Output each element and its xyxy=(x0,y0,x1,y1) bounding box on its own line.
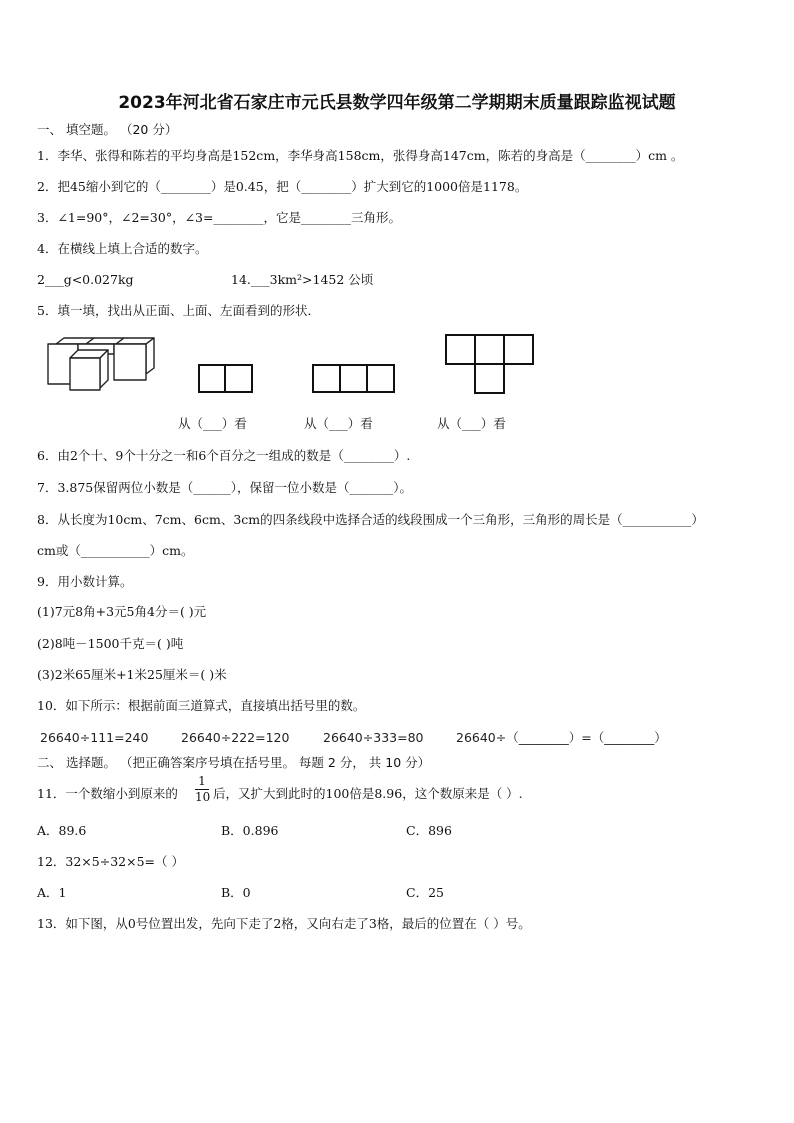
question-11-suffix: 后，又扩大到此时的100倍是8.96，这个数原来是（ ）. xyxy=(213,786,523,801)
view-label-1: 从（___）看 xyxy=(178,416,247,431)
view-shape-2 xyxy=(312,364,396,394)
question-11-option-c: C．896 xyxy=(406,823,452,838)
question-10-equation-3: 26640÷333=80 xyxy=(323,730,424,745)
cube-stack-figure xyxy=(46,338,158,394)
question-8-line-1: 8．从长度为10cm、7cm、6cm、3cm的四条线段中选择合适的线段围成一个三角形，三角形的周长是（___________） xyxy=(37,512,704,527)
view-shape-1 xyxy=(198,364,254,394)
question-10-equation-1: 26640÷111=240 xyxy=(40,730,149,745)
view-label-2: 从（___）看 xyxy=(304,416,373,431)
question-5: 5．填一填，找出从正面、上面、左面看到的形状． xyxy=(37,303,320,318)
question-11-option-a: A．89.6 xyxy=(37,823,87,838)
question-10-equation-2: 26640÷222=120 xyxy=(181,730,290,745)
question-11-option-b: B．0.896 xyxy=(221,823,279,838)
fraction-denominator: 10 xyxy=(195,790,211,804)
question-7: 7．3.875保留两位小数是（______），保留一位小数是（_______）。 xyxy=(37,480,412,495)
view-label-3: 从（___）看 xyxy=(437,416,506,431)
question-6: 6．由2个十、9个十分之一和6个百分之一组成的数是（________）. xyxy=(37,448,411,463)
question-4-blank-b: 14.___3km²>1452 公顷 xyxy=(231,272,374,287)
question-4-blank-a: 2___g<0.027kg xyxy=(37,272,134,287)
question-12-option-b: B．0 xyxy=(221,885,251,900)
question-11-prefix: 11．一个数缩小到原来的 xyxy=(37,786,178,801)
question-10: 10．如下所示：根据前面三道算式，直接填出括号里的数。 xyxy=(37,698,366,713)
question-12-option-c: C．25 xyxy=(406,885,444,900)
question-3: 3．∠1=90°，∠2=30°，∠3=________，它是________三角形。 xyxy=(37,210,401,225)
page-title: 2023年河北省石家庄市元氏县数学四年级第二学期期末质量跟踪监视试题 xyxy=(118,93,676,113)
question-12: 12．32×5÷32×5=（ ） xyxy=(37,854,184,869)
fraction-numerator: 1 xyxy=(198,774,206,788)
section-1-heading: 一、 填空题。 （20 分） xyxy=(37,122,178,137)
view-shape-3 xyxy=(445,334,535,394)
question-10-equation-4: 26640÷（________）=（________） xyxy=(456,730,667,745)
question-9-part-2: (2)8吨－1500千克＝( )吨 xyxy=(37,636,184,651)
question-12-option-a: A．1 xyxy=(37,885,67,900)
question-4: 4．在横线上填上合适的数字。 xyxy=(37,241,208,256)
question-9-part-1: (1)7元8角+3元5角4分＝( )元 xyxy=(37,604,207,619)
question-13: 13．如下图，从0号位置出发，先向下走了2格，又向右走了3格，最后的位置在（ ）号。 xyxy=(37,916,531,931)
fraction-one-tenth xyxy=(195,775,209,804)
section-2-heading: 二、 选择题。 （把正确答案序号填在括号里。 每题 2 分， 共 10 分） xyxy=(37,755,431,770)
question-9-part-3: (3)2米65厘米+1米25厘米＝( )米 xyxy=(37,667,227,682)
question-8-line-2: cm或（___________）cm。 xyxy=(37,543,194,558)
question-9: 9．用小数计算。 xyxy=(37,574,133,589)
question-2: 2．把45缩小到它的（________）是0.45，把（________）扩大到它的1000倍是1178。 xyxy=(37,179,528,194)
question-1: 1．李华、张得和陈若的平均身高是152cm，李华身高158cm，张得身高147cm，陈若的身高是（________）cm 。 xyxy=(37,148,684,163)
